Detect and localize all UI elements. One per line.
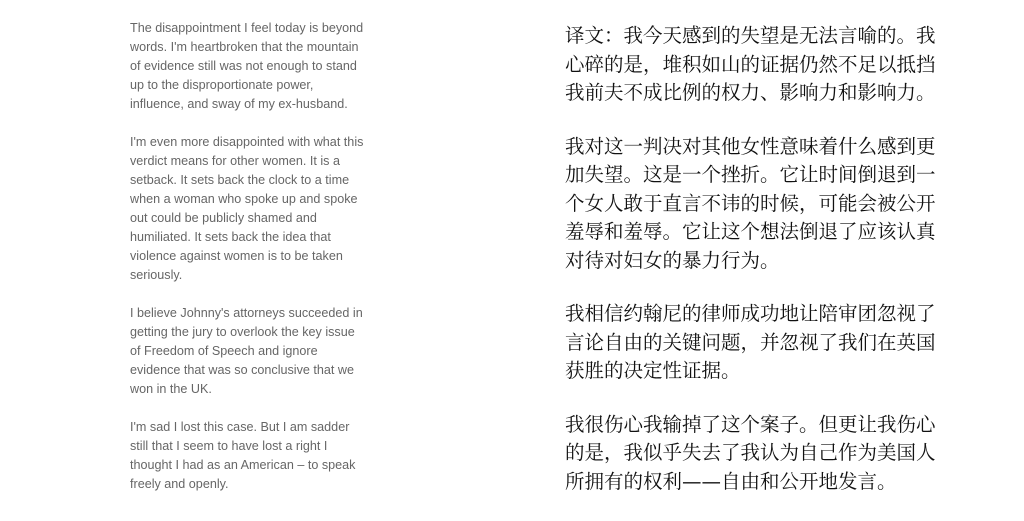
english-paragraph-2: I'm even more disappointed with what this verdict means for other women. It is a setback. It sets back the clock to a time when a woman who spoke up and spoke out could be publicly shamed and humiliated. It sets back the idea that violence against women is to be taken seriously. (130, 135, 364, 282)
english-statement-column (130, 19, 392, 513)
chinese-paragraph-2: 我对这一判决对其他女性意味着什么感到更 加失望。这是一个挫折。它让时间倒退到一 个女人敢于直言不讳的时候，可能会被公开 羞辱和羞辱。它让这个想法倒退了应该认真 对待对妇女的暴力行为。 (565, 134, 936, 272)
english-paragraph-4: I'm sad I lost this case. But I am sadder still that I seem to have lost a right I thought I had as an American – to speak freely and openly. (130, 420, 356, 491)
chinese-paragraph-3: 我相信约翰尼的律师成功地让陪审团忽视了 言论自由的关键问题，并忽视了我们在英国 获胜的决定性证据。 (565, 302, 936, 382)
chinese-paragraph-1: 译文：我今天感到的失望是无法言喻的。我 心碎的是，堆积如山的证据仍然不足以抵挡 我前夫不成比例的权力、影响力和影响力。 (565, 24, 936, 104)
english-paragraph-3: I believe Johnny's attorneys succeeded in getting the jury to overlook the key issue of Freedom of Speech and ignore evidence that was so conclusive that we won in the UK. (130, 306, 363, 396)
english-paragraph-1: The disappointment I feel today is beyond words. I'm heartbroken that the mountain of evidence still was not enough to stand up to the disproportionate power, influence, and sway of my ex-husband. (130, 21, 364, 111)
chinese-paragraph-4: 我很伤心我输掉了这个案子。但更让我伤心 的是，我似乎失去了我认为自己作为美国人 所拥有的权利——自由和公开地发言。 (565, 412, 936, 493)
chinese-translation-column (565, 22, 975, 521)
